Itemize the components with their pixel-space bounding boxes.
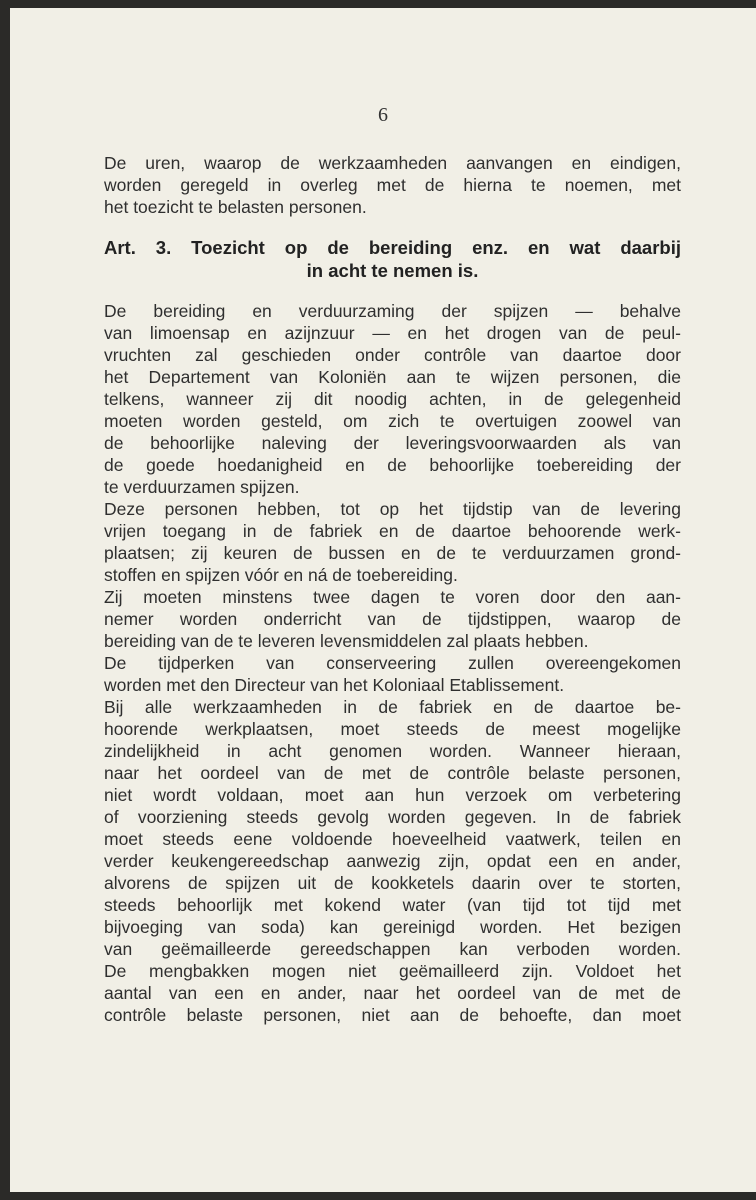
paragraph <box>104 652 681 696</box>
page-body <box>104 152 681 1026</box>
text-line: Deze personen hebben, tot op het tijdstip van de levering <box>104 499 681 519</box>
text-line: aantal van een en ander, naar het oordeel van de met de <box>104 983 681 1003</box>
paragraph <box>104 300 681 498</box>
text-line: telkens, wanneer zij dit noodig achten, in de gelegenheid <box>104 389 681 409</box>
text-line: steeds behoorlijk met kokend water (van tijd tot tijd met <box>104 895 681 915</box>
text-line: hoorende werkplaatsen, moet steeds de meest mogelijke <box>104 719 681 739</box>
text-line: de behoorlijke naleving der leveringsvoorwaarden als van <box>104 433 681 453</box>
text-line: bereiding van de te leveren levensmiddelen zal plaats hebben. <box>104 631 589 651</box>
text-line: alvorens de spijzen uit de kookketels daarin over te storten, <box>104 873 681 893</box>
text-line: De mengbakken mogen niet geëmailleerd zijn. Voldoet het <box>104 961 681 981</box>
text-line: Bij alle werkzaamheden in de fabriek en de daartoe be- <box>104 697 681 717</box>
text-line: van geëmailleerde gereedschappen kan verboden worden. <box>104 939 681 959</box>
heading-line: Art. 3. Toezicht op de bereiding enz. en wat daarbij <box>104 237 681 258</box>
text-line: naar het oordeel van de met de contrôle belaste personen, <box>104 763 681 783</box>
heading-line: in acht te nemen is. <box>306 260 479 281</box>
text-line: Zij moeten minstens twee dagen te voren door den aan- <box>104 587 681 607</box>
text-line: plaatsen; zij keuren de bussen en de te verduurzamen grond- <box>104 543 681 563</box>
text-line: het toezicht te belasten personen. <box>104 197 367 217</box>
text-line: van limoensap en azijnzuur — en het drogen van de peul- <box>104 323 681 343</box>
text-line: de goede hoedanigheid en de behoorlijke toebereiding der <box>104 455 681 475</box>
text-line: worden geregeld in overleg met de hierna te noemen, met <box>104 175 681 195</box>
text-line: vruchten zal geschieden onder contrôle van daartoe door <box>104 345 681 365</box>
paragraph <box>104 696 681 1026</box>
text-line: moeten worden gesteld, om zich te overtuigen zoowel van <box>104 411 681 431</box>
text-line: De bereiding en verduurzaming der spijzen — behalve <box>104 301 681 321</box>
text-line: contrôle belaste personen, niet aan de behoefte, dan moet <box>104 1005 681 1025</box>
paragraph <box>104 586 681 652</box>
text-line: De tijdperken van conserveering zullen overeengekomen <box>104 653 681 673</box>
intro-paragraph <box>104 152 681 218</box>
article-heading <box>104 236 681 282</box>
text-line: nemer worden onderricht van de tijdstippen, waarop de <box>104 609 681 629</box>
text-line: worden met den Directeur van het Koloniaal Etablissement. <box>104 675 565 695</box>
text-line: bijvoeging van soda) kan gereinigd worden. Het bezigen <box>104 917 681 937</box>
text-line: het Departement van Koloniën aan te wijzen personen, die <box>104 367 681 387</box>
text-line: of voorziening steeds gevolg worden gegeven. In de fabriek <box>104 807 681 827</box>
text-line: te verduurzamen spijzen. <box>104 477 300 497</box>
text-line: vrijen toegang in de fabriek en de daartoe behoorende werk- <box>104 521 681 541</box>
text-line: zindelijkheid in acht genomen worden. Wanneer hieraan, <box>104 741 681 761</box>
page-number: 6 <box>378 104 388 126</box>
document-page <box>10 8 756 1192</box>
text-line: moet steeds eene voldoende hoeveelheid vaatwerk, teilen en <box>104 829 681 849</box>
paragraph <box>104 498 681 586</box>
text-line: De uren, waarop de werkzaamheden aanvangen en eindigen, <box>104 153 681 173</box>
text-line: verder keukengereedschap aanwezig zijn, opdat een en ander, <box>104 851 681 871</box>
text-line: niet wordt voldaan, moet aan hun verzoek om verbetering <box>104 785 681 805</box>
text-line: stoffen en spijzen vóór en ná de toebereiding. <box>104 565 458 585</box>
